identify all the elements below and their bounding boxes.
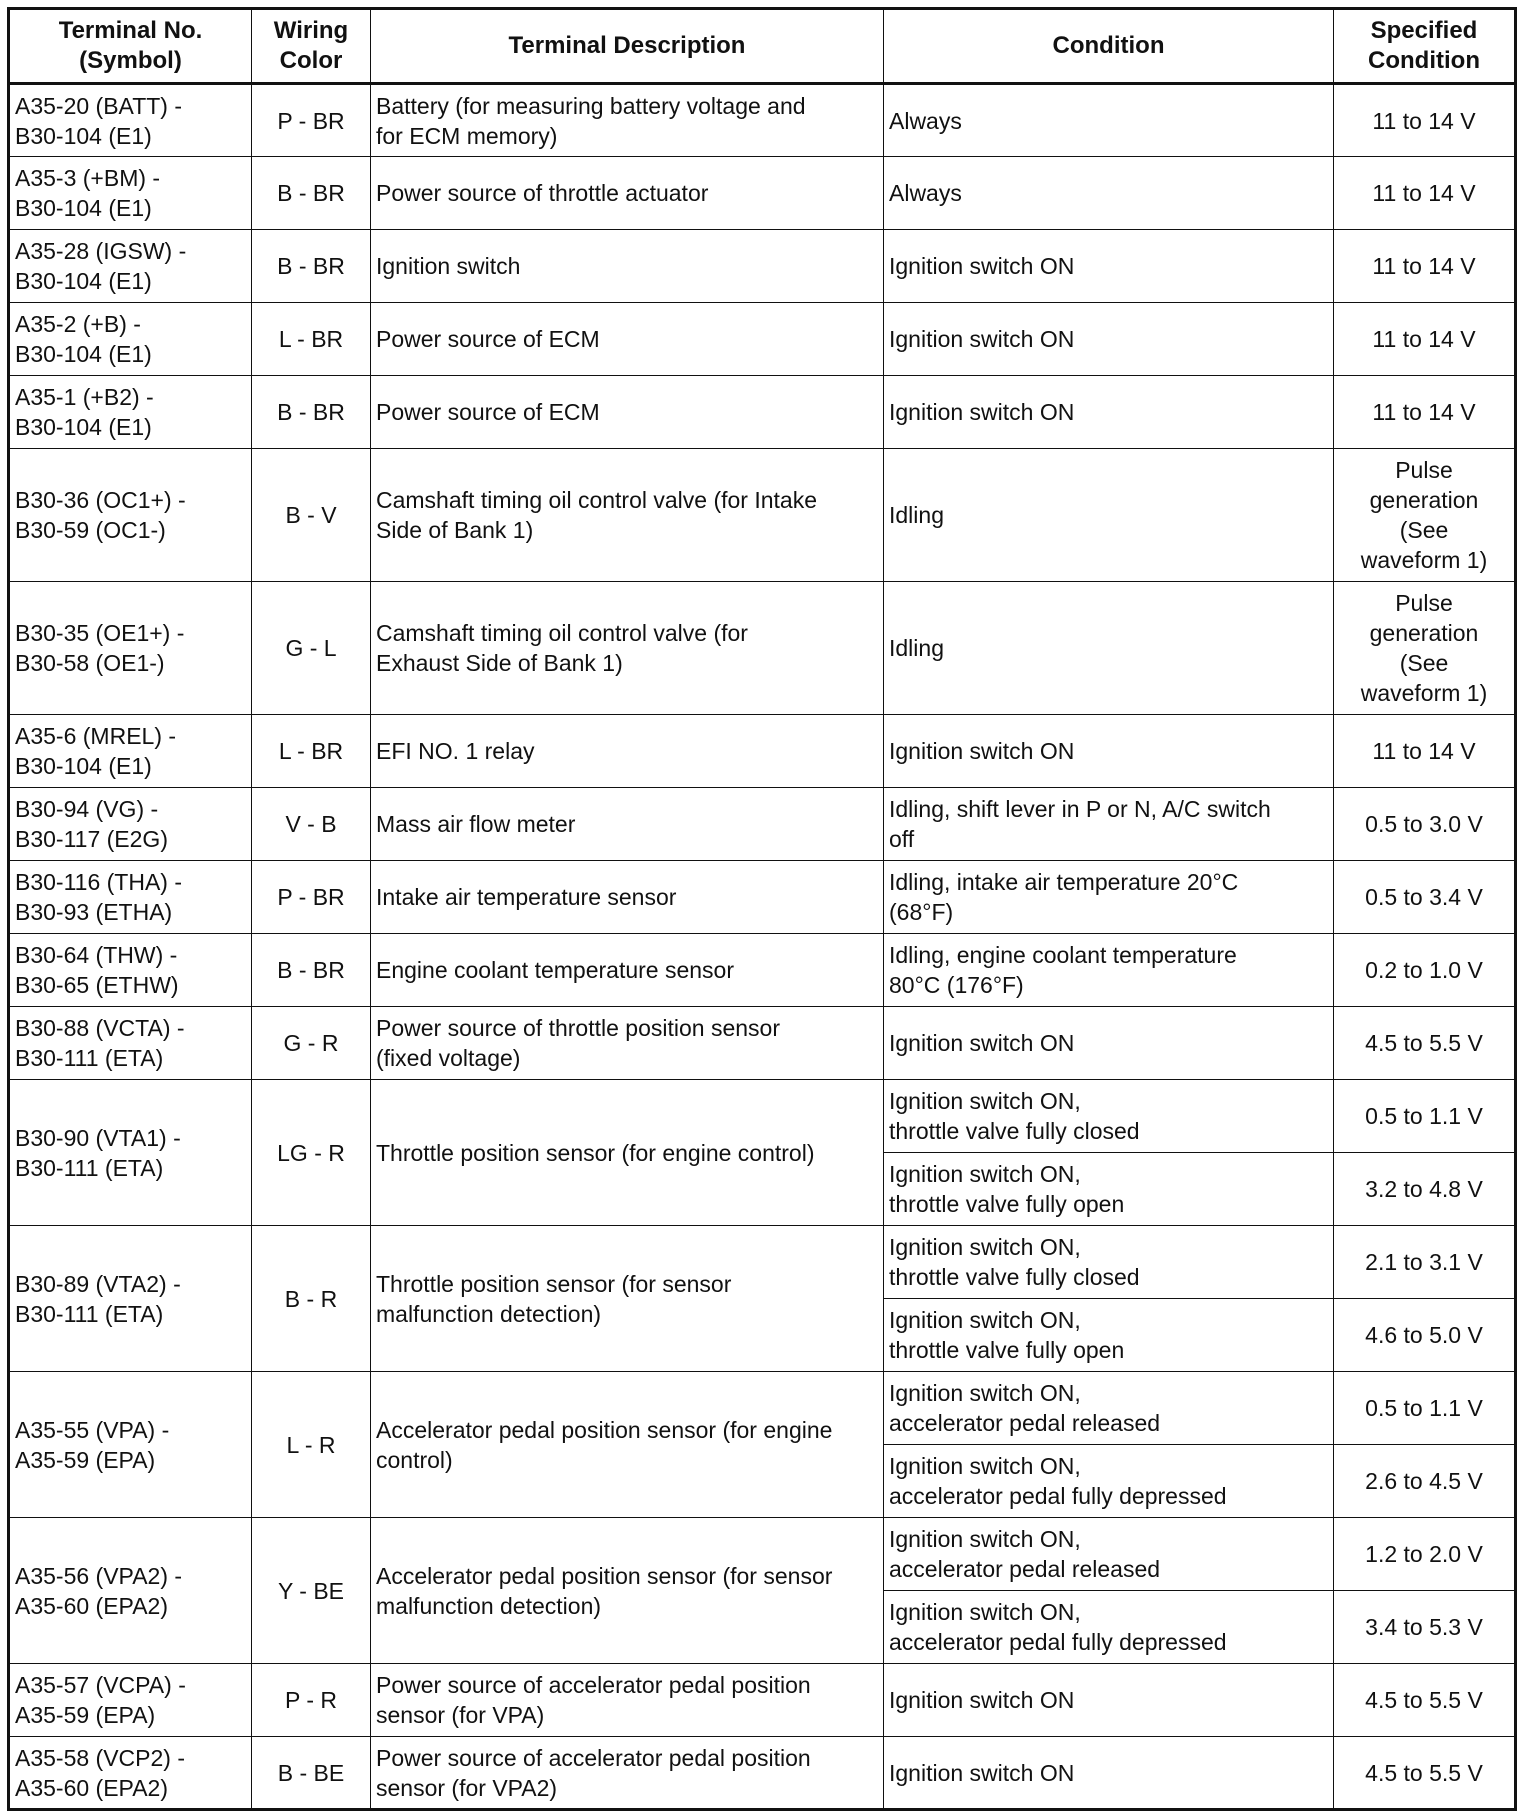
specified-condition-cell-text: 0.5 to 3.0 V [1365,811,1483,837]
condition-cell [884,1445,1334,1518]
condition-cell-text: Always [889,180,962,206]
terminal-description-cell-text: Camshaft timing oil control valve (for Intake Side of Bank 1) [376,487,818,543]
specified-condition-cell-text: 0.5 to 1.1 V [1365,1103,1483,1129]
header-condition: Condition [884,9,1334,84]
condition-cell [884,303,1334,376]
wiring-color-cell [252,230,371,303]
terminal-description-cell [371,449,884,582]
terminal-description-cell [371,157,884,230]
terminal-description-cell-text: EFI NO. 1 relay [376,738,535,764]
condition-cell [884,1591,1334,1664]
terminal-description-cell [371,376,884,449]
wiring-color-cell-text: B - BE [277,1759,345,1786]
terminal-cell [9,934,252,1007]
header-terminal: Terminal No. (Symbol) [9,9,252,84]
wiring-color-cell-text: P - R [285,1687,337,1713]
terminal-cell [9,157,252,230]
specified-condition-cell [1334,1591,1516,1664]
header-terminal-description: Terminal Description [371,9,884,84]
specified-condition-cell-text: 11 to 14 V [1372,326,1476,352]
condition-cell [884,1080,1334,1153]
terminal-description-cell [371,230,884,303]
terminal-cell-text: A35-2 (+B) - B30-104 (E1) [15,311,152,367]
terminal-description-cell-text: Ignition switch [376,253,521,279]
terminal-cell-text: B30-88 (VCTA) - B30-111 (ETA) [15,1015,185,1071]
condition-cell-text: Idling, engine coolant temperature 80°C (176°F) [889,942,1237,998]
terminal-description-cell-text: Throttle position sensor (for engine control) [376,1139,815,1166]
specified-condition-cell-text: Pulse generation (See waveform 1) [1360,590,1488,706]
specified-condition-cell [1334,376,1516,449]
condition-cell [884,230,1334,303]
terminal-cell [9,1007,252,1080]
terminal-description-cell [371,788,884,861]
terminal-cell-text: B30-90 (VTA1) - B30-111 (ETA) [15,1124,181,1181]
wiring-color-cell [252,1518,371,1664]
wiring-color-cell [252,84,371,157]
table-row [9,449,1516,582]
header-specified-condition: Specified Condition [1334,9,1516,84]
wiring-color-cell [252,1007,371,1080]
specified-condition-cell [1334,1372,1516,1445]
specified-condition-cell [1334,582,1516,715]
condition-cell-text: Idling [889,502,944,528]
condition-cell [884,861,1334,934]
condition-cell [884,1372,1334,1445]
condition-cell-text: Idling, intake air temperature 20°C (68°F) [889,869,1239,925]
terminal-cell-text: A35-6 (MREL) - B30-104 (E1) [15,723,177,779]
terminal-description-cell-text: Power source of throttle position sensor (fixed voltage) [376,1015,780,1071]
terminal-cell-text: B30-89 (VTA2) - B30-111 (ETA) [15,1270,181,1327]
specified-condition-cell [1334,84,1516,157]
wiring-color-cell [252,1664,371,1737]
terminal-cell-text: B30-94 (VG) - B30-117 (E2G) [15,796,168,852]
table-row [9,1226,1516,1299]
specified-condition-cell-text: 4.5 to 5.5 V [1365,1759,1483,1786]
terminal-cell [9,230,252,303]
condition-cell [884,1518,1334,1591]
table-row [9,376,1516,449]
terminal-description-cell [371,1007,884,1080]
terminal-cell [9,715,252,788]
wiring-color-cell-text: P - BR [277,884,345,910]
specified-condition-cell-text: 3.4 to 5.3 V [1365,1614,1483,1640]
condition-cell-text: Ignition switch ON, throttle valve fully closed [889,1234,1140,1290]
terminal-cell-text: B30-35 (OE1+) - B30-58 (OE1-) [15,620,185,676]
wiring-color-cell-text: L - R [286,1431,336,1458]
terminal-description-cell-text: Power source of throttle actuator [376,180,709,206]
terminal-description-cell [371,1226,884,1372]
specified-condition-cell [1334,1226,1516,1299]
terminal-description-cell [371,934,884,1007]
specified-condition-cell-text: 0.5 to 3.4 V [1365,884,1483,910]
condition-cell [884,1007,1334,1080]
condition-cell-text: Ignition switch ON [889,1759,1075,1786]
condition-cell-text: Ignition switch ON, throttle valve fully closed [889,1088,1140,1144]
terminal-description-cell [371,582,884,715]
table-row [9,788,1516,861]
terminal-cell-text: A35-58 (VCP2) - A35-60 (EPA2) [15,1744,186,1801]
wiring-color-cell-text: B - BR [277,957,345,983]
condition-cell-text: Ignition switch ON, accelerator pedal fully depressed [889,1599,1227,1655]
terminal-cell [9,1226,252,1372]
header-wiring-color: Wiring Color [252,9,371,84]
wiring-color-cell [252,1737,371,1810]
table-row [9,230,1516,303]
condition-cell-text: Idling [889,635,944,661]
specified-condition-cell [1334,861,1516,934]
condition-cell-text: Ignition switch ON [889,1687,1075,1713]
wiring-color-cell [252,376,371,449]
specified-condition-cell-text: 2.1 to 3.1 V [1365,1249,1483,1275]
terminal-cell-text: A35-1 (+B2) - B30-104 (E1) [15,384,154,440]
condition-cell [884,582,1334,715]
terminal-cell [9,788,252,861]
terminal-cell-text: A35-28 (IGSW) - B30-104 (E1) [15,238,187,294]
condition-cell [884,715,1334,788]
terminal-cell-text: B30-36 (OC1+) - B30-59 (OC1-) [15,487,186,543]
condition-cell [884,788,1334,861]
wiring-color-cell-text: B - V [285,502,337,528]
wiring-color-cell-text: V - B [285,811,337,837]
terminal-description-cell-text: Power source of ECM [376,399,600,425]
condition-cell-text: Ignition switch ON [889,253,1075,279]
terminal-description-cell [371,1737,884,1810]
condition-cell [884,1664,1334,1737]
condition-cell [884,1153,1334,1226]
condition-cell-text: Ignition switch ON, throttle valve fully open [889,1307,1125,1363]
specified-condition-cell [1334,1299,1516,1372]
table-row [9,1007,1516,1080]
specified-condition-cell [1334,1153,1516,1226]
specified-condition-cell-text: 11 to 14 V [1372,253,1476,279]
terminal-cell [9,582,252,715]
specified-condition-cell [1334,303,1516,376]
condition-cell [884,157,1334,230]
terminal-description-cell-text: Accelerator pedal position sensor (for engine control) [376,1416,833,1473]
wiring-color-cell [252,861,371,934]
condition-cell-text: Ignition switch ON, throttle valve fully open [889,1161,1125,1217]
specified-condition-cell [1334,1007,1516,1080]
wiring-color-cell-text: P - BR [277,107,345,134]
specified-condition-cell-text: 0.5 to 1.1 V [1365,1395,1483,1421]
terminal-description-cell [371,715,884,788]
terminal-description-cell-text: Intake air temperature sensor [376,884,677,910]
wiring-color-cell-text: L - BR [278,326,344,352]
table-body [9,84,1516,1810]
condition-cell-text: Ignition switch ON [889,326,1075,352]
condition-cell-text: Ignition switch ON [889,1030,1075,1056]
specified-condition-cell-text: 4.6 to 5.0 V [1365,1322,1483,1348]
terminal-description-cell-text: Power source of accelerator pedal position sensor (for VPA2) [376,1744,811,1801]
condition-cell-text: Ignition switch ON, accelerator pedal released [889,1526,1161,1582]
wiring-color-cell-text: B - BR [277,399,345,425]
wiring-color-cell [252,1226,371,1372]
specified-condition-cell-text: 2.6 to 4.5 V [1365,1468,1483,1494]
terminal-cell-text: A35-57 (VCPA) - A35-59 (EPA) [15,1672,186,1728]
terminal-description-cell-text: Camshaft timing oil control valve (for Exhaust Side of Bank 1) [376,620,748,676]
terminal-cell-text: B30-116 (THA) - B30-93 (ETHA) [15,869,183,925]
wiring-color-cell-text: G - R [283,1030,339,1056]
condition-cell-text: Ignition switch ON [889,738,1075,764]
table-row [9,1080,1516,1153]
terminal-description-cell [371,1080,884,1226]
specified-condition-cell [1334,157,1516,230]
specified-condition-cell [1334,788,1516,861]
terminal-cell [9,376,252,449]
wiring-color-cell [252,582,371,715]
specified-condition-cell-text: Pulse generation (See waveform 1) [1360,457,1488,573]
terminal-description-cell [371,1372,884,1518]
table-row [9,1664,1516,1737]
table-row [9,934,1516,1007]
header-row [9,9,1516,84]
terminal-cell-text: A35-20 (BATT) - B30-104 (E1) [15,92,182,149]
terminal-cell [9,1372,252,1518]
wiring-color-cell-text: G - L [285,635,337,661]
table-row [9,715,1516,788]
wiring-color-cell-text: Y - BE [277,1577,345,1604]
wiring-color-cell-text: LG - R [277,1139,345,1166]
terminal-cell [9,861,252,934]
terminal-cell [9,1518,252,1664]
condition-cell-text: Ignition switch ON [889,399,1075,425]
wiring-color-cell [252,449,371,582]
condition-cell [884,1299,1334,1372]
wiring-color-cell-text: L - BR [278,738,344,764]
wiring-color-cell-text: B - BR [277,253,345,279]
wiring-color-cell [252,934,371,1007]
table-row [9,1372,1516,1445]
table-row [9,861,1516,934]
specified-condition-cell [1334,1518,1516,1591]
wiring-color-cell [252,1372,371,1518]
terminal-cell-text: A35-55 (VPA) - A35-59 (EPA) [15,1416,170,1473]
terminal-cell-text: A35-3 (+BM) - B30-104 (E1) [15,165,161,221]
wiring-color-cell-text: B - R [284,1285,338,1312]
terminal-cell [9,1664,252,1737]
wiring-color-cell [252,157,371,230]
terminal-description-cell-text: Battery (for measuring battery voltage and for ECM memory) [376,92,806,149]
specified-condition-cell [1334,1664,1516,1737]
specified-condition-cell-text: 4.5 to 5.5 V [1365,1030,1483,1056]
specified-condition-cell [1334,934,1516,1007]
table-row [9,84,1516,157]
specified-condition-cell [1334,715,1516,788]
terminal-cell-text: B30-64 (THW) - B30-65 (ETHW) [15,942,179,998]
condition-cell [884,1226,1334,1299]
specified-condition-cell-text: 0.2 to 1.0 V [1365,957,1483,983]
specified-condition-cell [1334,1080,1516,1153]
terminal-cell-text: A35-56 (VPA2) - A35-60 (EPA2) [15,1562,183,1619]
table-row [9,1518,1516,1591]
condition-cell-text: Idling, shift lever in P or N, A/C switch off [889,796,1271,852]
specified-condition-cell-text: 11 to 14 V [1372,180,1476,206]
condition-cell [884,376,1334,449]
wiring-color-cell [252,788,371,861]
wiring-color-cell [252,303,371,376]
wiring-color-cell-text: B - BR [277,180,345,206]
specified-condition-cell-text: 4.5 to 5.5 V [1365,1687,1483,1713]
terminal-description-cell-text: Power source of accelerator pedal position sensor (for VPA) [376,1672,811,1728]
condition-cell-text: Ignition switch ON, accelerator pedal fully depressed [889,1453,1227,1509]
terminal-description-cell [371,1664,884,1737]
specified-condition-cell [1334,1737,1516,1810]
table-row [9,1737,1516,1810]
wiring-color-cell [252,715,371,788]
specified-condition-cell [1334,230,1516,303]
specified-condition-cell [1334,1445,1516,1518]
terminal-cell [9,84,252,157]
condition-cell [884,1737,1334,1810]
specified-condition-cell [1334,449,1516,582]
table-row [9,303,1516,376]
terminal-description-cell-text: Accelerator pedal position sensor (for sensor malfunction detection) [376,1562,833,1619]
terminal-cell [9,1737,252,1810]
specified-condition-cell-text: 11 to 14 V [1372,738,1476,764]
table-row [9,582,1516,715]
condition-cell-text: Always [889,107,962,134]
condition-cell [884,449,1334,582]
terminal-cell [9,1080,252,1226]
terminal-description-cell [371,861,884,934]
specified-condition-cell-text: 11 to 14 V [1372,399,1476,425]
terminal-description-cell [371,303,884,376]
terminal-description-cell [371,1518,884,1664]
terminal-description-cell-text: Engine coolant temperature sensor [376,957,734,983]
wiring-color-cell [252,1080,371,1226]
specified-condition-cell-text: 11 to 14 V [1372,107,1476,134]
condition-cell-text: Ignition switch ON, accelerator pedal released [889,1380,1161,1436]
specified-condition-cell-text: 3.2 to 4.8 V [1365,1176,1483,1202]
condition-cell [884,84,1334,157]
terminal-cell [9,449,252,582]
condition-cell [884,934,1334,1007]
table-row [9,157,1516,230]
specified-condition-cell-text: 1.2 to 2.0 V [1365,1541,1483,1567]
terminal-cell [9,303,252,376]
terminal-description-cell-text: Mass air flow meter [376,811,576,837]
terminal-description-cell-text: Throttle position sensor (for sensor malfunction detection) [376,1270,732,1327]
terminal-specification-table [7,7,1517,1811]
terminal-description-cell-text: Power source of ECM [376,326,600,352]
terminal-description-cell [371,84,884,157]
